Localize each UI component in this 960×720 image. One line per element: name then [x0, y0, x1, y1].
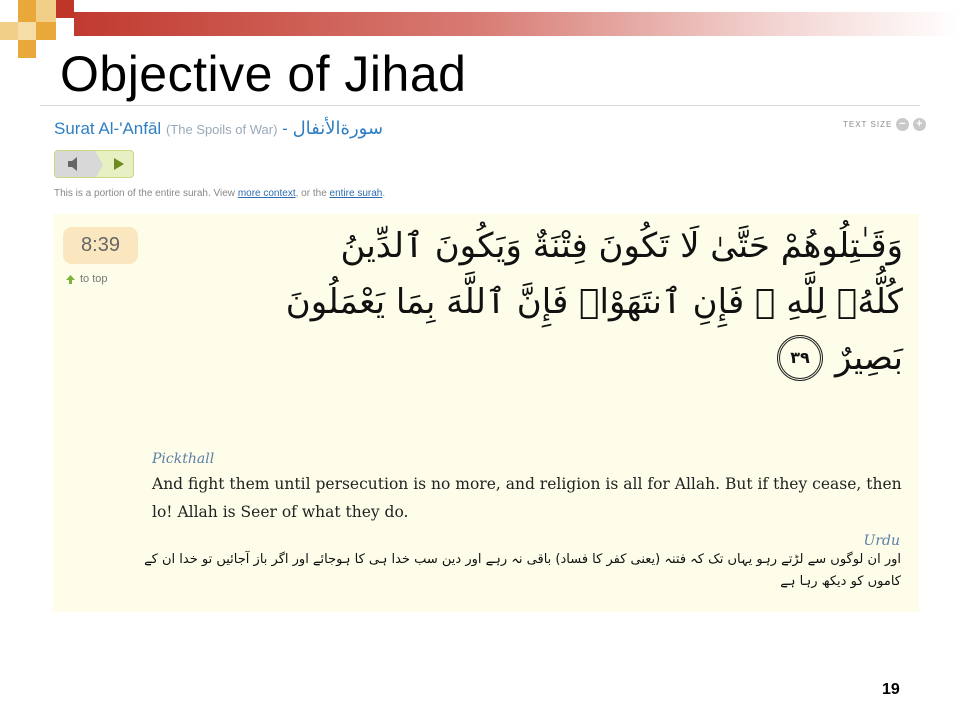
- play-icon: [113, 157, 125, 171]
- decrease-text-size-button[interactable]: −: [896, 118, 909, 131]
- slide-title: Objective of Jihad: [60, 46, 467, 102]
- decorative-square: [18, 22, 36, 40]
- translator-name: Pickthall: [152, 451, 215, 467]
- increase-text-size-button[interactable]: +: [913, 118, 926, 131]
- title-divider: [40, 105, 920, 106]
- surah-translation: (The Spoils of War): [165, 122, 278, 137]
- context-suffix: .: [382, 188, 386, 199]
- audio-player: [54, 150, 134, 178]
- urdu-translation: اور ان لوگوں سے لڑتے رہو یہاں تک کہ فتنہ (یعنی کفر کا فساد) باقی نہ رہے اور دین سب خدا ہی کا ہوجائے اور اگر باز آجائیں تو خدا ان کے کاموں کو دیکھ رہا ہے: [144, 552, 901, 589]
- arabic-verse: [263, 218, 903, 386]
- decorative-square: [18, 40, 36, 58]
- entire-surah-link[interactable]: entire surah: [329, 188, 383, 199]
- decorative-square: [36, 0, 56, 22]
- to-top-label: to top: [80, 273, 108, 285]
- slide-header-bar: [74, 12, 960, 36]
- arabic-line-end: بَصِيرٌ: [835, 338, 903, 378]
- decorative-square: [56, 0, 74, 18]
- surah-arabic-name: سورةالأنفال: [292, 118, 384, 139]
- speaker-icon: [67, 156, 83, 172]
- arrow-up-icon: [65, 274, 76, 285]
- decorative-square: [36, 22, 56, 40]
- page-number: 19: [882, 681, 900, 698]
- text-size-control: [843, 118, 926, 131]
- context-prefix: This is a portion of the entire surah. View: [54, 188, 238, 199]
- arabic-line: [263, 330, 903, 386]
- english-translation: And fight them until persecution is no more, and religion is all for Allah. But if they cease, then lo! Allah is Seer of what they do.: [152, 475, 902, 521]
- verse-panel: [53, 214, 919, 612]
- to-top-link[interactable]: [65, 273, 108, 285]
- text-size-label: TEXT SIZE: [843, 120, 893, 129]
- context-middle: , or the: [295, 188, 330, 199]
- surah-separator: -: [282, 119, 288, 138]
- urdu-label: Urdu: [863, 533, 900, 549]
- verse-reference-badge: 8:39: [63, 227, 138, 264]
- decorative-square: [0, 22, 18, 40]
- context-line: [54, 188, 385, 199]
- ayah-number-marker: ٣٩: [777, 335, 823, 381]
- arabic-line: وَقَـٰتِلُوهُمْ حَتَّىٰ لَا تَكُونَ فِتْنَةٌ وَيَكُونَ ٱلدِّينُ: [340, 226, 903, 266]
- surah-name: Surat Al-'Anfāl: [54, 119, 162, 138]
- mute-button[interactable]: [55, 151, 95, 177]
- surah-header: [54, 118, 383, 139]
- arabic-line: كُلُّهُۥ لِلَّهِ ۚ فَإِنِ ٱنتَهَوْا۟ فَإِنَّ ٱللَّهَ بِمَا يَعْمَلُونَ: [285, 282, 903, 322]
- more-context-link[interactable]: more context: [237, 188, 296, 199]
- decorative-square: [18, 0, 36, 22]
